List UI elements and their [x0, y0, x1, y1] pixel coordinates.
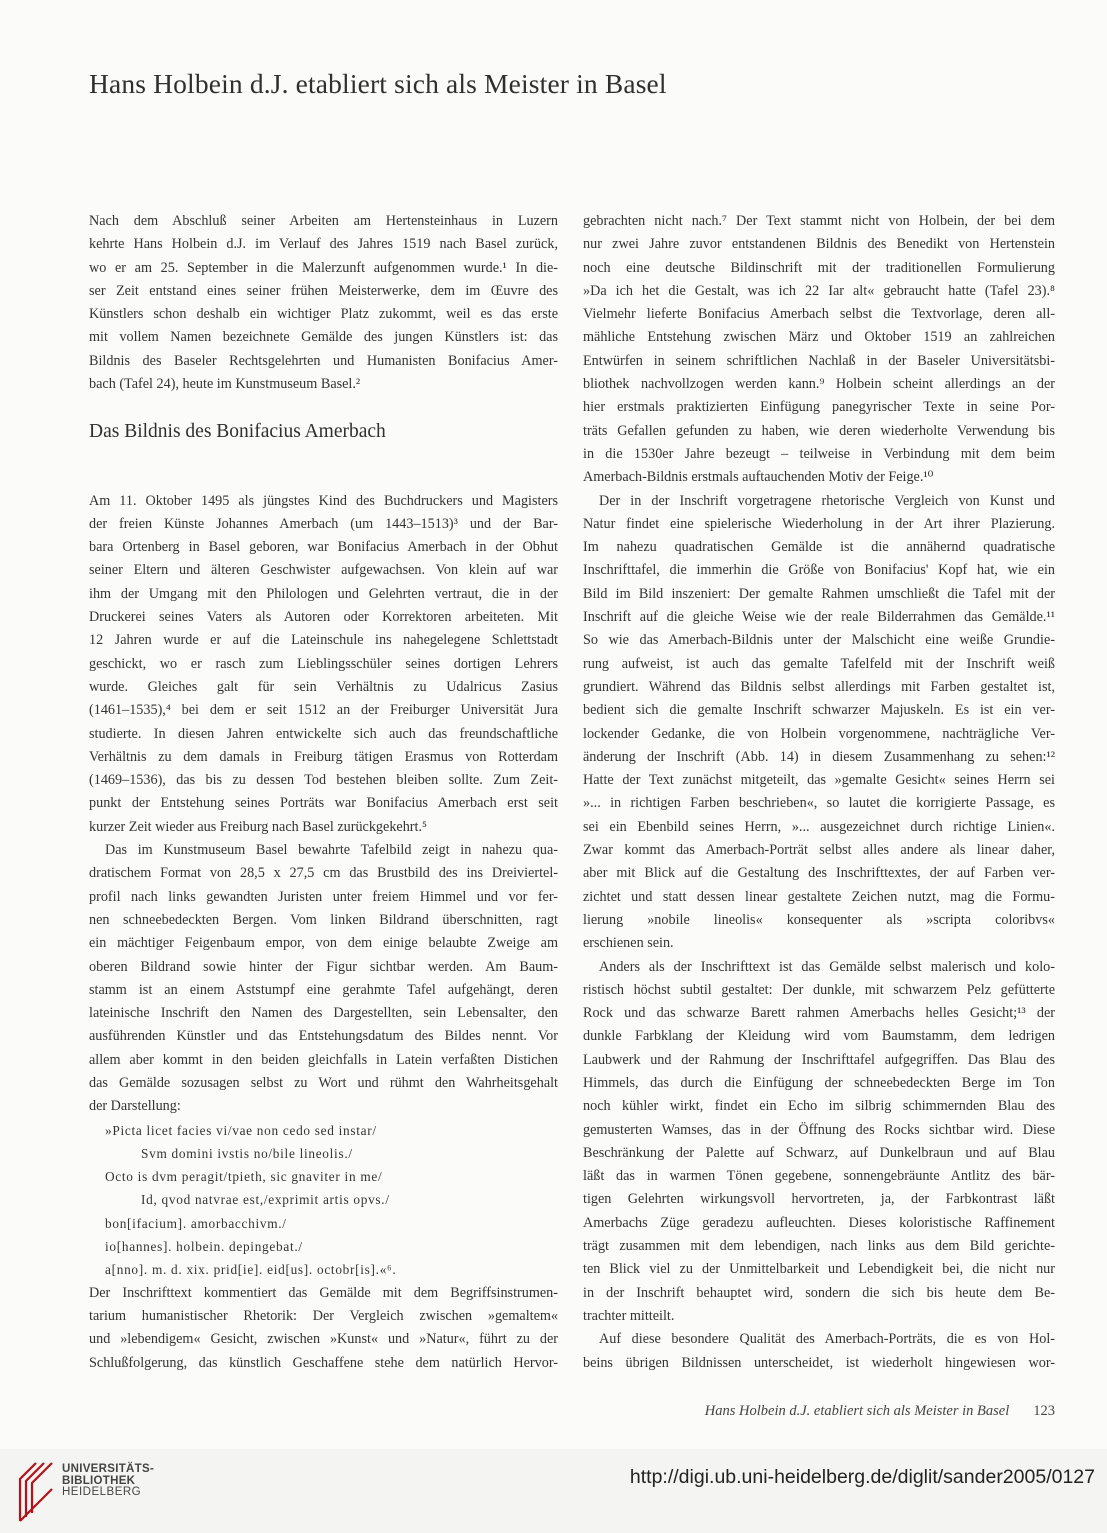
poem-line: »Picta licet facies vi/vae non cedo sed instar/: [105, 1122, 377, 1138]
text-line: rung aufweist, ist auch das gemalte Tafelfeld mit der Inschrift weiß: [583, 655, 1055, 672]
source-url-link[interactable]: http://digi.ub.uni-heidelberg.de/diglit/sander2005/0127: [629, 1466, 1095, 1488]
text-line: Himmels, das durch die Einfügung der schneebedeckten Berge im Ton: [583, 1074, 1055, 1091]
text-line: Inschrift auf die gleiche Weise wie der reale Bilderrahmen das Gemälde.¹¹: [583, 609, 1055, 626]
text-line: erschienen sein.: [583, 935, 674, 952]
text-line: trägt zusammen mit dem lebendigen, nach links aus dem Bild gerichte-: [583, 1238, 1055, 1255]
poem-line: Octo is dvm peragit/tpieth, sic gnaviter in me/: [105, 1169, 383, 1185]
text-line: ein mächtiger Feigenbaum empor, von dem einige belaubte Zweige am: [89, 935, 558, 952]
library-banner: [0, 1449, 1107, 1533]
library-name-line: BIBLIOTHEK: [62, 1474, 136, 1487]
text-line: dunkle Farbklang der Kleidung wird vom Baumstamm, dem ledrigen: [583, 1028, 1055, 1045]
text-line: sei ein Ebenbild seines Herrn, »... ausgezeichnet durch richtige Linien«.: [583, 818, 1055, 835]
text-line: Künstlers schon deshalb ein wichtiger Platz zukommt, weil es das erste: [89, 306, 558, 323]
paragraph-1: [89, 490, 558, 839]
text-line: ausführenden Künstler und das Entstehungsdatum des Bildes nennt. Vor: [89, 1028, 558, 1045]
text-line: oberen Bildrand sowie hinter der Figur sichtbar werden. Am Baum-: [89, 958, 558, 975]
text-line: bara Ortenberg in Basel geboren, war Bonifacius Amerbach in der Obhut: [89, 539, 558, 556]
page-number: 123: [1033, 1403, 1055, 1419]
paragraph-quality: [583, 1328, 1055, 1375]
text-line: Druckerei seines Vaters als Autoren oder Korrektoren arbeiteten. Mit: [89, 609, 558, 626]
text-line: geschickt, wo er rasch zum Lieblingsschüler seines dortigen Lehrers: [89, 655, 558, 672]
left-column: [89, 210, 558, 1375]
poem-line: Id, qvod natvrae est,/exprimit artis opvs./: [141, 1192, 390, 1208]
text-line: tigen Gelehrten wirkungsvoll hervortreten, ja, der Farbkontrast läßt: [583, 1191, 1055, 1208]
paragraph-2: [89, 839, 558, 1119]
text-line: Beschränkung der Palette auf Schwarz, auf Dunkelbraun und auf Blau: [583, 1144, 1055, 1161]
text-line: Rock und das schwarze Barett rahmen Amerbachs helles Gesicht;¹³ der: [583, 1005, 1055, 1022]
text-line: mähliche Entstehung zwischen März und Oktober 1519 an zahlreichen: [583, 329, 1055, 346]
text-line: profil nach links gewandten Juristen unter freiem Himmel und vor fer-: [89, 888, 558, 905]
running-title: Hans Holbein d.J. etabliert sich als Meister in Basel: [704, 1403, 1010, 1419]
intro-paragraph: [89, 210, 558, 396]
text-line: ristisch höchst subtil gestaltet: Der dunkle, mit schwarzem Pelz gefütterte: [583, 981, 1055, 998]
text-line: trachter mitteilt.: [583, 1307, 675, 1324]
text-line: Inschrifttafel, die immerhin die Größe von Bonifacius' Kopf hat, wie ein: [583, 562, 1055, 579]
text-line: änderung der Inschrift (Abb. 14) in diesem Zusammenhang zu sehen:¹²: [583, 748, 1055, 765]
text-line: Hatte der Text zunächst mitgeteilt, das »gemalte Gesicht« seines Herrn sei: [583, 772, 1055, 789]
text-line: nen schneebedeckten Bergen. Vom linken Bildrand überschnitten, ragt: [89, 911, 558, 928]
right-column: [583, 210, 1055, 1375]
text-line: Zwar kommt das Amerbach-Porträt selbst alles andere als linear daher,: [583, 842, 1055, 859]
text-line: kehrte Hans Holbein d.J. im Verlauf des Jahres 1519 nach Basel zurück,: [89, 236, 558, 253]
text-line: nur zwei Jahre zuvor entstandenen Bildnis des Benedikt von Hertenstein: [583, 236, 1055, 253]
page-title: Hans Holbein d.J. etabliert sich als Meister in Basel: [89, 68, 667, 99]
text-line: »... in richtigen Farben beschrieben«, so lautet die korrigierte Passage, es: [583, 795, 1055, 812]
text-line: Laubwerk und der Rahmung der Inschrifttafel aufgegriffen. Das Blau des: [583, 1051, 1055, 1068]
text-line: ihm der Umgang mit den Philologen und Gelehrten vertraut, die in der: [89, 585, 558, 602]
section-heading: Das Bildnis des Bonifacius Amerbach: [89, 420, 386, 442]
text-line: Bildnis des Baseler Rechtsgelehrten und Humanisten Bonifacius Amer-: [89, 352, 558, 369]
text-line: Nach dem Abschluß seiner Arbeiten am Hertensteinhaus in Luzern: [89, 213, 558, 229]
text-line: lierung »nobile lineolis« konsequenter als »scripta coloribvs«: [583, 911, 1055, 928]
paragraph-comparison: [583, 490, 1055, 956]
text-line: wo er am 25. September in die Malerzunft aufgenommen wurde.¹ In die-: [89, 259, 558, 276]
text-line: grundiert. Während das Bildnis selbst allerdings mit Farben gestaltet ist,: [583, 678, 1055, 695]
poem-line: io[hannes]. holbein. depingebat./: [105, 1239, 303, 1255]
text-line: Anders als der Inschrifttext ist das Gemälde selbst malerisch und kolo-: [599, 958, 1055, 975]
text-line: lateinische Inschrift den Namen des Dargestellten, sein Lebensalter, den: [89, 1005, 558, 1022]
paragraph-colour: [583, 956, 1055, 1329]
text-line: ser Zeit entstand eines seiner frühen Meisterwerke, dem im Œuvre des: [89, 282, 558, 299]
library-name-line: UNIVERSITÄTS-: [62, 1463, 155, 1475]
text-line: punkt der Entstehung seines Porträts war Bonifacius Amerbach erst seit: [89, 795, 558, 812]
poem-line: bon[ifacium]. amorbacchivm./: [105, 1215, 287, 1231]
text-line: träts Gefallen gefunden zu haben, wie deren wiederholte Verwendung bis: [583, 422, 1055, 439]
text-line: kurzer Zeit wieder aus Freiburg nach Basel zurückgekehrt.⁵: [89, 818, 427, 835]
text-line: (1469–1536), das bis zu dessen Tod bestehen bleiben sollte. Zum Zeit-: [89, 772, 558, 789]
text-line: noch eine deutsche Bildinschrift mit der traditionellen Formulierung: [583, 259, 1055, 276]
text-line: bliothek nachvollzogen werden kann.⁹ Holbein scheint allerdings an der: [583, 376, 1055, 393]
text-line: hier erstmals praktizierten Einfügung panegyrischer Texte in seine Por-: [583, 399, 1055, 416]
text-line: Am 11. Oktober 1495 als jüngstes Kind des Buchdruckers und Magisters: [89, 492, 558, 509]
text-line: Schlußfolgerung, das künstlich Geschaffene stehe dem natürlich Hervor-: [89, 1354, 558, 1371]
text-line: Das im Kunstmuseum Basel bewahrte Tafelbild zeigt in nahezu qua-: [105, 842, 558, 859]
text-line: (1461–1535),⁴ bei dem er seit 1512 an der Freiburger Universität Jura: [89, 702, 558, 719]
text-line: bach (Tafel 24), heute im Kunstmuseum Basel.²: [89, 376, 361, 393]
text-line: in die 1530er Jahre bezeugt – teilweise in Verbindung mit dem beim: [583, 445, 1055, 462]
library-name-line: HEIDELBERG: [62, 1486, 142, 1498]
text-line: Entwürfen in seinem schriftlichen Nachlaß in der Baseler Universitätsbi-: [583, 352, 1055, 369]
text-line: Amerbach-Bildnis erstmals auftauchenden Motiv der Feige.¹⁰: [583, 469, 934, 486]
library-logo-icon: [14, 1459, 54, 1525]
library-name: [62, 1464, 154, 1499]
text-line: der freien Künste Johannes Amerbach (um 1443–1513)³ und der Bar-: [89, 515, 558, 532]
running-footer: [589, 1403, 1055, 1420]
text-line: So wie das Amerbach-Bildnis unter der Malschicht eine weiße Grundie-: [583, 632, 1055, 649]
latin-inscription: [89, 1119, 558, 1282]
paragraph-3: [89, 1282, 558, 1375]
text-line: Der in der Inschrift vorgetragene rhetorische Vergleich von Kunst und: [599, 492, 1055, 509]
text-line: noch kühler wirkt, findet ein Echo im silbrig schimmernden Blau des: [583, 1098, 1055, 1115]
text-line: Auf diese besondere Qualität des Amerbach-Porträts, die es von Hol-: [599, 1331, 1055, 1348]
text-line: gebrachten nicht nach.⁷ Der Text stammt nicht von Holbein, der bei dem: [583, 213, 1055, 229]
text-line: stamm ist an einem Aststumpf eine gerahmte Tafel aufgehängt, deren: [89, 981, 558, 998]
text-line: läßt das in warmen Tönen gegebene, sonnengebräunte Antlitz des bär-: [583, 1168, 1055, 1185]
text-line: und »lebendigem« Gesicht, zwischen »Kunst« und »Natur«, führt zu der: [89, 1331, 558, 1348]
text-line: studierte. In diesen Jahren entwickelte sich auch das freundschaftliche: [89, 725, 558, 742]
text-line: zichtet und statt dessen linear gestaltete Zeichen nutzt, mag die Formu-: [583, 888, 1055, 905]
text-line: Verhältnis zu dem damals in Freiburg tätigen Erasmus von Rotterdam: [89, 748, 558, 765]
text-line: allem aber kommt in den beiden gleichfalls in Latein verfaßten Distichen: [89, 1051, 558, 1068]
text-line: aber mit Blick auf die Gestaltung des Inschrifttextes, der auf Farben ver-: [583, 865, 1055, 882]
text-line: gemusterten Wamses, das in der Öffnung des Rocks sichtbar wird. Diese: [583, 1121, 1055, 1138]
text-line: tarium humanistischer Rhetorik: Der Vergleich zwischen »gemaltem«: [89, 1307, 558, 1324]
text-line: lockender Gedanke, die von Holbein vorgenommene, nachträgliche Ver-: [583, 725, 1055, 742]
text-line: Vielmehr lieferte Bonifacius Amerbach selbst die Textvorlage, deren all-: [583, 306, 1055, 323]
text-line: der Darstellung:: [89, 1098, 181, 1115]
poem-line: a[nno]. m. d. xix. prid[ie]. eid[us]. octobr[is].«⁶.: [105, 1262, 397, 1278]
text-line: »Da ich het die Gestalt, was ich 22 Iar alt« gebraucht hatte (Tafel 23).⁸: [583, 282, 1055, 299]
text-line: Im nahezu quadratischen Gemälde ist die annähernd quadratische: [583, 539, 1055, 556]
text-line: dratischem Format von 28,5 x 27,5 cm das Brustbild des ins Dreiviertel-: [89, 865, 558, 882]
text-line: 12 Jahren wurde er auf die Lateinschule ins nahegelegene Schlettstadt: [89, 632, 558, 649]
text-line: in der Inschrift behauptet wird, sondern die sich bis heute dem Be-: [583, 1284, 1055, 1301]
text-line: das Gemälde sozusagen selbst zu Wort und rühmt den Wahrheitsgehalt: [89, 1074, 558, 1091]
text-line: bedient sich die gemalte Inschrift schwarzer Majuskeln. Es ist ein ver-: [583, 702, 1055, 719]
text-line: ten Blick viel zu der Unmittelbarkeit und Lebendigkeit bei, die nicht nur: [583, 1261, 1055, 1278]
text-line: beins übrigen Bildnissen unterscheidet, ist wiederholt hingewiesen wor-: [583, 1354, 1055, 1371]
text-line: mit vollem Namen bezeichnete Gemälde des jungen Künstlers ist: das: [89, 329, 558, 346]
text-line: wurde. Gleiches galt für sein Verhältnis zu Udalricus Zasius: [89, 678, 558, 695]
poem-line: Svm domini ivstis no/bile lineolis./: [141, 1145, 353, 1161]
text-line: Natur findet eine spielerische Wiederholung in der Art ihrer Plazierung.: [583, 515, 1055, 532]
text-line: Bild im Bild inszeniert: Der gemalte Rahmen umschließt die Tafel mit der: [583, 585, 1055, 602]
text-line: Amerbachs Züge geradezu aufleuchten. Dieses koloristische Raffinement: [583, 1214, 1055, 1231]
paragraph-continued: [583, 210, 1055, 490]
text-line: seiner Eltern und älteren Geschwister aufgewachsen. Von klein auf war: [89, 562, 558, 579]
text-line: Der Inschrifttext kommentiert das Gemälde mit dem Begriffsinstrumen-: [89, 1284, 558, 1301]
